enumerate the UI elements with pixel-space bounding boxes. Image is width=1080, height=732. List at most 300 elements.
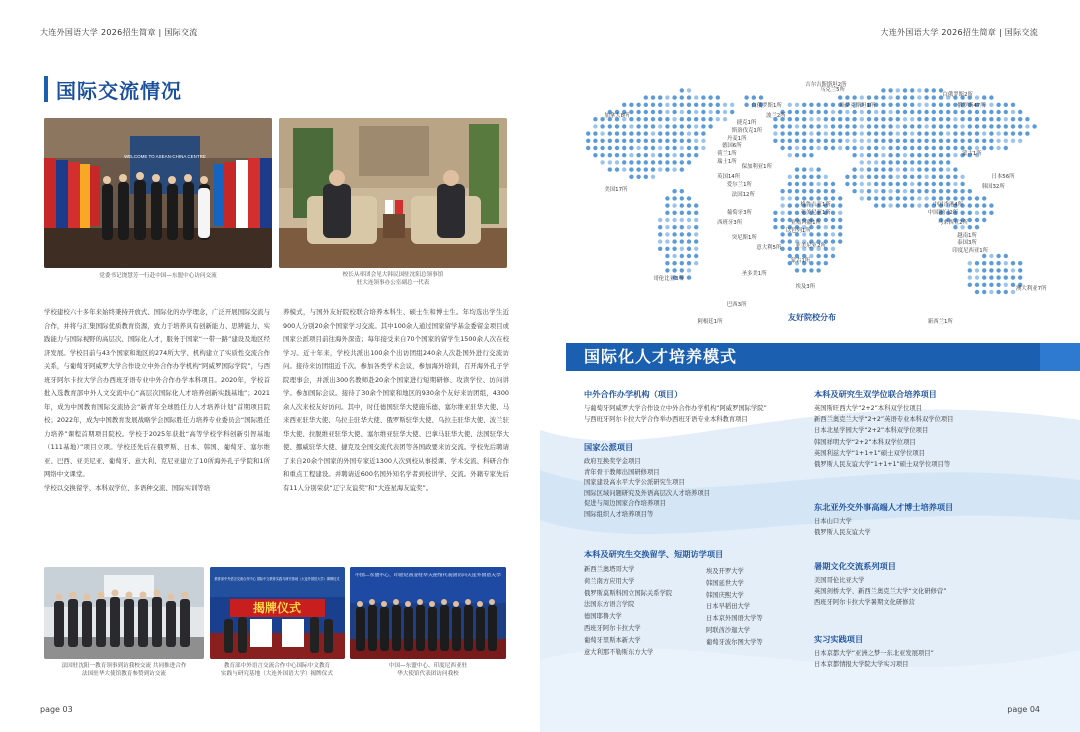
map-label: 亚美尼亚2所	[795, 242, 826, 249]
map-dot	[608, 167, 612, 171]
map-dot	[896, 160, 900, 164]
program-item: 国家建设高水平大学公派研究生项目	[584, 479, 685, 486]
map-dot	[874, 160, 878, 164]
map-dot	[694, 247, 698, 251]
map-dot	[860, 124, 864, 128]
map-dot	[910, 124, 914, 128]
map-dot	[831, 203, 835, 207]
map-dot	[665, 95, 669, 99]
map-dot	[932, 182, 936, 186]
map-dot	[896, 110, 900, 114]
map-dot	[989, 203, 993, 207]
map-dot	[788, 196, 792, 200]
map-dot	[795, 167, 799, 171]
map-dot	[658, 146, 662, 150]
map-dot	[831, 254, 835, 258]
map-label: 法国12所	[731, 191, 755, 198]
map-dot	[989, 124, 993, 128]
program-item: 德国耶鲁大学	[584, 613, 622, 621]
map-dot	[687, 131, 691, 135]
map-label: 白俄罗斯2所	[942, 92, 973, 99]
running-header-left: 大连外国语大学 2026招生简章 | 国际交流	[40, 28, 198, 37]
map-dot	[1011, 290, 1015, 294]
map-dot	[672, 103, 676, 107]
map-dot	[636, 110, 640, 114]
map-dot	[644, 139, 648, 143]
map-dot	[975, 131, 979, 135]
caption-asean-delegation: 中国—东盟中心、印度尼西亚驻 华大使馆代表团访问我校	[388, 663, 468, 678]
map-dot	[968, 203, 972, 207]
map-dot	[852, 110, 856, 114]
program-item: 俄罗斯人民友谊大学	[814, 529, 871, 537]
map-dot	[953, 110, 957, 114]
map-dot	[867, 196, 871, 200]
map-dot	[975, 110, 979, 114]
map-dot	[953, 167, 957, 171]
map-dot	[874, 189, 878, 193]
map-dot	[932, 160, 936, 164]
map-dot	[658, 247, 662, 251]
map-dot	[593, 153, 597, 157]
map-dot	[622, 160, 626, 164]
map-dot	[831, 189, 835, 193]
map-dot	[687, 247, 691, 251]
map-dot	[824, 175, 828, 179]
map-dot	[896, 146, 900, 150]
program-item: 日本京都大学“亚洲之梦一东北亚发展项目”	[814, 650, 934, 657]
map-dot	[910, 153, 914, 157]
map-dot	[982, 283, 986, 287]
map-dot	[845, 117, 849, 121]
map-dot	[888, 110, 892, 114]
map-dot	[975, 139, 979, 143]
map-dot	[917, 124, 921, 128]
map-dot	[996, 139, 1000, 143]
map-dot	[658, 153, 662, 157]
map-dot	[687, 239, 691, 243]
map-dot	[896, 175, 900, 179]
map-dot	[687, 275, 691, 279]
map-dot	[888, 196, 892, 200]
map-dot	[1018, 110, 1022, 114]
map-dot	[968, 110, 972, 114]
map-dot	[788, 211, 792, 215]
map-dot	[888, 203, 892, 207]
map-dot	[672, 95, 676, 99]
map-dot	[788, 239, 792, 243]
map-dot	[795, 211, 799, 215]
map-dot	[694, 131, 698, 135]
map-dot	[644, 146, 648, 150]
map-dot	[788, 189, 792, 193]
map-dot	[867, 117, 871, 121]
map-dot	[708, 103, 712, 107]
map-dot	[672, 247, 676, 251]
map-dot	[946, 139, 950, 143]
map-dot	[888, 160, 892, 164]
map-dot	[903, 95, 907, 99]
map-dot	[867, 160, 871, 164]
map-label: 马来西亚2所	[937, 219, 968, 226]
map-dot	[982, 218, 986, 222]
map-label: 哈萨克斯坦1所	[839, 102, 876, 109]
program-item: 国际组织人才培养项目等	[584, 510, 654, 518]
map-dot	[968, 189, 972, 193]
program-item: 韩国祥明大学“2+2”本科双学位项目	[814, 438, 916, 446]
program-item: 西班牙阿尔卡拉大学	[584, 625, 641, 632]
program-heading: 暑期文化交流系列项目	[814, 561, 896, 571]
map-dot	[975, 203, 979, 207]
map-dot	[953, 124, 957, 128]
section-banner-title: 国际化人才培养模式	[584, 347, 738, 366]
map-dot	[989, 103, 993, 107]
map-dot	[982, 131, 986, 135]
map-dot	[946, 124, 950, 128]
map-dot	[917, 196, 921, 200]
map-dot	[780, 232, 784, 236]
map-dot	[910, 103, 914, 107]
map-dot	[888, 182, 892, 186]
map-label: 新西兰1所	[927, 319, 953, 325]
map-dot	[701, 124, 705, 128]
map-dot	[636, 103, 640, 107]
map-dot	[665, 153, 669, 157]
map-dot	[874, 124, 878, 128]
map-dot	[636, 146, 640, 150]
map-dot	[723, 103, 727, 107]
map-dot	[730, 103, 734, 107]
map-dot	[824, 103, 828, 107]
map-dot	[996, 131, 1000, 135]
program-item: 葡萄牙里斯本新大学	[584, 636, 641, 644]
map-dot	[600, 124, 604, 128]
program-item: 日本京都情报大学院大学实习项目	[814, 661, 909, 669]
map-dot	[802, 182, 806, 186]
map-dot	[644, 110, 648, 114]
map-dot	[816, 146, 820, 150]
map-dot	[896, 131, 900, 135]
map-dot	[953, 139, 957, 143]
map-dot	[968, 275, 972, 279]
map-dot	[960, 131, 964, 135]
map-dot	[924, 167, 928, 171]
map-label: 乌克兰5所	[820, 87, 845, 94]
title-accent-bar	[44, 76, 48, 102]
map-dot	[665, 146, 669, 150]
map-dot	[780, 211, 784, 215]
map-dot	[809, 268, 813, 272]
map-dot	[809, 146, 813, 150]
map-dot	[881, 139, 885, 143]
map-dot	[946, 189, 950, 193]
map-dot	[888, 189, 892, 193]
map-dot	[917, 203, 921, 207]
map-dot	[636, 117, 640, 121]
program-item: 意大利那不勒斯东方大学	[584, 648, 654, 656]
map-dot	[665, 254, 669, 258]
map-dot	[960, 117, 964, 121]
map-dot	[701, 117, 705, 121]
map-dot	[888, 88, 892, 92]
map-dot	[867, 131, 871, 135]
map-dot	[975, 218, 979, 222]
map-dot	[1011, 268, 1015, 272]
map-dot	[701, 131, 705, 135]
map-dot	[824, 261, 828, 265]
map-dot	[960, 182, 964, 186]
map-label: 越南1所	[957, 232, 977, 239]
map-dot	[665, 239, 669, 243]
map-dot	[989, 211, 993, 215]
program-item: 英国利兹大学“1+1+1”硕士双学位项目	[814, 449, 925, 457]
map-dot	[687, 95, 691, 99]
map-dot	[651, 153, 655, 157]
map-dot	[622, 139, 626, 143]
map-dot	[680, 124, 684, 128]
map-dot	[788, 175, 792, 179]
map-dot	[989, 139, 993, 143]
map-dot	[845, 95, 849, 99]
map-dot	[802, 153, 806, 157]
map-label: 德国6所	[722, 143, 742, 150]
map-dot	[939, 124, 943, 128]
map-dot	[809, 175, 813, 179]
map-dot	[910, 175, 914, 179]
map-dot	[982, 146, 986, 150]
map-dot	[917, 189, 921, 193]
map-dot	[860, 189, 864, 193]
map-dot	[953, 153, 957, 157]
map-dot	[665, 196, 669, 200]
map-dot	[888, 139, 892, 143]
map-dot	[874, 146, 878, 150]
map-label: 葡萄牙3所	[726, 209, 752, 216]
map-dot	[622, 146, 626, 150]
map-dot	[903, 117, 907, 121]
program-item: 埃及开罗大学	[706, 568, 744, 575]
map-dot	[860, 167, 864, 171]
map-dot	[680, 268, 684, 272]
map-dot	[1011, 139, 1015, 143]
map-dot	[636, 153, 640, 157]
map-dot	[903, 175, 907, 179]
map-dot	[917, 95, 921, 99]
map-dot	[932, 189, 936, 193]
map-dot	[982, 95, 986, 99]
map-dot	[831, 182, 835, 186]
program-item: 韩国庆熙大学	[706, 591, 744, 599]
map-dot	[824, 225, 828, 229]
map-dot	[658, 232, 662, 236]
map-dot	[824, 146, 828, 150]
map-dot	[824, 182, 828, 186]
map-dot	[593, 117, 597, 121]
map-dot	[982, 290, 986, 294]
map-dot	[672, 110, 676, 114]
map-dot	[888, 103, 892, 107]
map-dot	[917, 182, 921, 186]
map-dot	[629, 131, 633, 135]
map-dot	[780, 189, 784, 193]
map-dot	[910, 182, 914, 186]
map-dot	[881, 182, 885, 186]
map-dot	[996, 261, 1000, 265]
map-dot	[910, 167, 914, 171]
map-dot	[831, 239, 835, 243]
map-dot	[867, 182, 871, 186]
map-dot	[924, 153, 928, 157]
map-dot	[824, 131, 828, 135]
map-dot	[680, 254, 684, 258]
map-dot	[968, 124, 972, 128]
map-label: 圣多美1所	[741, 270, 767, 277]
map-label: 西班牙3所	[717, 219, 743, 226]
map-dot	[644, 167, 648, 171]
map-dot	[939, 153, 943, 157]
map-dot	[723, 117, 727, 121]
map-dot	[910, 110, 914, 114]
map-dot	[773, 218, 777, 222]
map-dot	[802, 268, 806, 272]
map-dot	[982, 275, 986, 279]
map-dot	[680, 95, 684, 99]
map-dot	[1011, 275, 1015, 279]
map-dot	[968, 218, 972, 222]
map-dot	[687, 254, 691, 258]
map-dot	[622, 131, 626, 135]
section-title	[44, 76, 182, 102]
map-dot	[672, 225, 676, 229]
unveiling-sign: 揭牌仪式	[252, 601, 302, 615]
map-dot	[816, 117, 820, 121]
map-dot	[982, 110, 986, 114]
map-dot	[795, 110, 799, 114]
map-dot	[852, 131, 856, 135]
map-dot	[780, 196, 784, 200]
map-dot	[824, 110, 828, 114]
body-column-2: 养模式，与国外友好院校联合培养本科生、硕士生和博士生。年均选出学生近900人分别20余个国家学习交流。其中100余人通过国家留学基金委留金项目或国家公派项目前往海外深造；每年接受来自70个国家的留学生1500余人次在校学习。近十年来，学校共派出100余个出访团组240余人次赴国外进行交流访问。接待来访团组近千次。参加各类学术会议，参加海外培训，召开海外孔子学院理事会，并派出300名教师赴20余个国家进行短期研修、攻读学位、访问讲学。参加国际会议。接待了30余个国家和地区的930余个友好来访团组，4300余人次来校友好访问。其中，时任德国驻华大使施乐德、塞尔维亚驻华大使、马来西亚驻华大使、乌拉圭驻华大使、俄罗斯驻华大使、乌拉圭驻华大使、波兰驻华大使、拉脱维亚驻华大使、塞尔维亚驻华大使、巴拿马驻华大使、法国驻华大使、挪威驻华大使、捷克及全国交流代表团等各国政要来访交流。学校先后聘请了来自20余个国家的外国专家近1300人次到校从事授课、学术交流、科研合作和重点工程建设。并聘请近600名国外知名学者到校讲学、交流。外籍专家先后有11人分别荣获“辽宁友谊奖”和“大连星海友谊奖”。	[283, 308, 509, 492]
map-dot	[845, 146, 849, 150]
caption-base-unveiling: 教育部中外语言交流合作中心国际中文教育 实践与研究基地（大连外国语大学）揭牌仪式	[221, 663, 333, 678]
program-item: 西班牙阿尔卡拉大学暑期文化研修营	[814, 599, 915, 607]
map-dot	[1004, 254, 1008, 258]
map-dot	[672, 117, 676, 121]
map-dot	[982, 211, 986, 215]
map-dot	[881, 175, 885, 179]
map-dot	[680, 88, 684, 92]
map-dot	[802, 189, 806, 193]
map-dot	[896, 196, 900, 200]
map-dot	[838, 211, 842, 215]
photo-base-unveiling	[210, 567, 345, 659]
map-dot	[788, 182, 792, 186]
map-dot	[910, 203, 914, 207]
map-dot	[809, 110, 813, 114]
map-dot	[903, 167, 907, 171]
map-dot	[946, 117, 950, 121]
program-heading: 本科及研究生双学位联合培养项目	[814, 389, 937, 399]
map-dot	[960, 175, 964, 179]
map-dot	[939, 117, 943, 121]
map-dot	[939, 103, 943, 107]
map-dot	[672, 211, 676, 215]
map-dot	[795, 196, 799, 200]
map-dot	[1004, 131, 1008, 135]
map-dot	[968, 225, 972, 229]
map-dot	[816, 232, 820, 236]
program-heading: 中外合作办学机构（项目）	[584, 389, 683, 399]
map-dot	[982, 196, 986, 200]
map-dot	[1004, 275, 1008, 279]
map-dot	[903, 146, 907, 150]
map-dot	[636, 160, 640, 164]
map-dot	[1011, 261, 1015, 265]
map-dot	[939, 139, 943, 143]
map-dot	[960, 189, 964, 193]
map-dot	[975, 117, 979, 121]
map-dot	[665, 160, 669, 164]
map-dot	[701, 146, 705, 150]
program-item: 葡萄牙波尔图大学等	[706, 638, 763, 646]
map-dot	[831, 225, 835, 229]
map-dot	[975, 290, 979, 294]
map-dot	[975, 261, 979, 265]
map-dot	[680, 218, 684, 222]
map-dot	[860, 175, 864, 179]
map-label: 斯洛伐克1所	[731, 128, 763, 135]
map-dot	[629, 167, 633, 171]
map-dot	[608, 160, 612, 164]
map-dot	[795, 117, 799, 121]
map-dot	[881, 124, 885, 128]
map-dot	[932, 167, 936, 171]
map-dot	[932, 117, 936, 121]
map-dot	[680, 146, 684, 150]
map-dot	[593, 124, 597, 128]
map-dot	[629, 124, 633, 128]
map-dot	[867, 167, 871, 171]
program-item: 韩国延世大学	[706, 579, 744, 587]
map-dot	[687, 153, 691, 157]
map-label: 日本56所	[991, 174, 1015, 180]
map-dot	[788, 139, 792, 143]
map-dot	[939, 167, 943, 171]
map-dot	[665, 261, 669, 265]
map-dot	[1018, 275, 1022, 279]
map-dot	[672, 189, 676, 193]
map-dot	[838, 139, 842, 143]
map-dot	[672, 146, 676, 150]
map-dot	[975, 95, 979, 99]
map-dot	[996, 290, 1000, 294]
map-dot	[867, 175, 871, 179]
map-dot	[968, 131, 972, 135]
map-label: 荷兰1所	[717, 151, 737, 158]
map-dot	[816, 139, 820, 143]
map-dot	[615, 146, 619, 150]
map-dot	[795, 189, 799, 193]
map-dot	[788, 117, 792, 121]
map-dot	[600, 160, 604, 164]
map-dot	[860, 131, 864, 135]
map-dot	[716, 95, 720, 99]
map-dot	[795, 131, 799, 135]
program-item: 阿联酋沙迦大学	[706, 627, 751, 634]
map-dot	[838, 203, 842, 207]
map-dot	[831, 218, 835, 222]
map-label: 捷克1所	[736, 120, 757, 127]
map-dot	[680, 167, 684, 171]
